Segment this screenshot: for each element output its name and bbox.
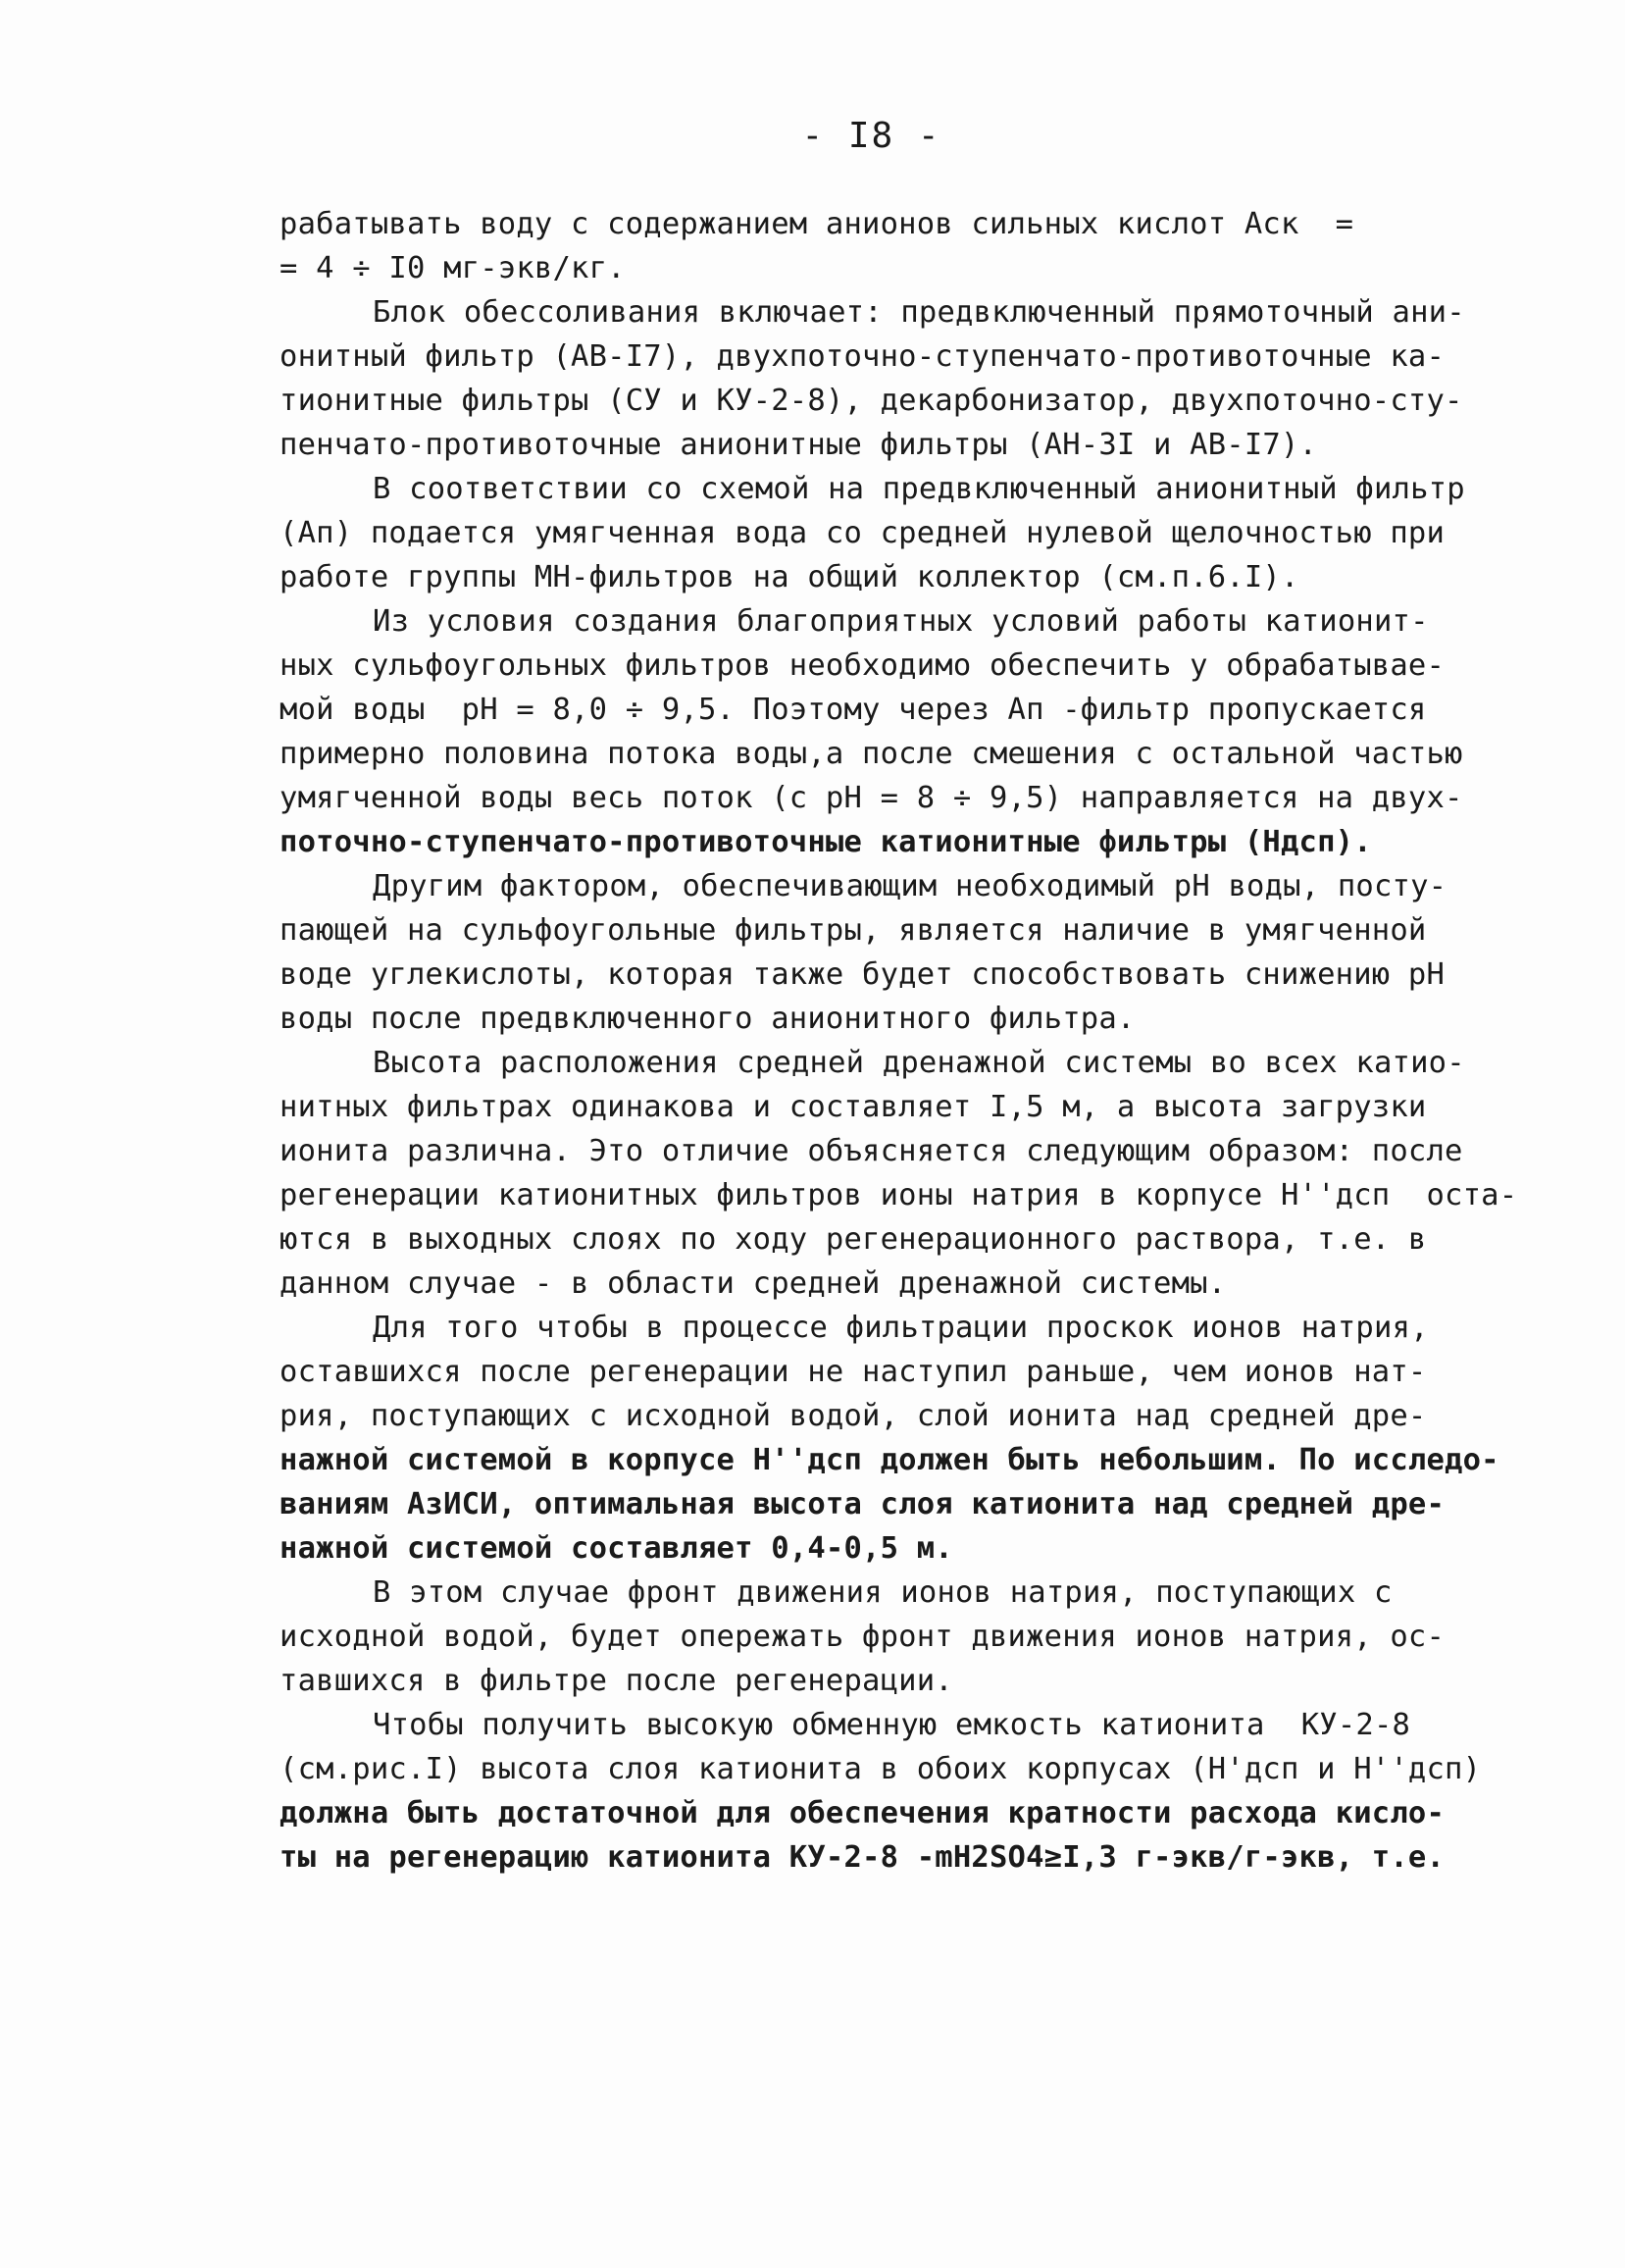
text-line: рабатывать воду с содержанием анионов сильных кислот Aск = bbox=[279, 207, 1354, 241]
text-line: нажной системой в корпусе H''дсп должен быть небольшим. По исследо- bbox=[279, 1443, 1499, 1477]
text-line: ваниям АзИСИ, оптимальная высота слоя катионита над средней дре- bbox=[279, 1487, 1446, 1521]
text-line: В этом случае фронт движения ионов натрия, поступающих с bbox=[373, 1575, 1393, 1610]
text-line: пенчато-противоточные анионитные фильтры (АН-3I и АВ-I7). bbox=[279, 428, 1318, 462]
text-line: ных сульфоугольных фильтров необходимо обеспечить у обрабатывае- bbox=[279, 648, 1446, 683]
text-line: ионита различна. Это отличие объясняется следующим образом: после bbox=[279, 1134, 1463, 1168]
text-line: Другим фактором, обеспечивающим необходимый рН воды, посту- bbox=[373, 869, 1447, 903]
text-line: регенерации катионитных фильтров ионы натрия в корпусе H''дсп оста- bbox=[279, 1178, 1518, 1212]
text-line: мой воды рН = 8,0 ÷ 9,5. Поэтому через Aп -фильтр пропускается bbox=[279, 693, 1427, 727]
text-line: нитных фильтрах одинакова и составляет I,5 м, а высота загрузки bbox=[279, 1090, 1427, 1124]
text-line: должна быть достаточной для обеспечения кратности расхода кисло- bbox=[279, 1796, 1446, 1830]
text-line: Из условия создания благоприятных условий работы катионит- bbox=[373, 604, 1429, 639]
text-line: воды после предвключенного анионитного фильтра. bbox=[279, 1002, 1136, 1036]
text-line: (Aп) подается умягченная вода со средней нулевой щелочностью при bbox=[279, 516, 1446, 550]
text-line: (см.рис.I) высота слоя катионита в обоих корпусах (H'дсп и H''дсп) bbox=[279, 1752, 1482, 1786]
text-line: умягченной воды весь поток (с рН = 8 ÷ 9,5) направляется на двух- bbox=[279, 781, 1463, 815]
text-line: Высота расположения средней дренажной системы во всех катио- bbox=[373, 1046, 1465, 1080]
text-line: онитный фильтр (АВ-I7), двухпоточно-ступенчато-противоточные ка- bbox=[279, 339, 1446, 374]
text-line: поточно-ступенчато-противоточные катионитные фильтры (Hдсп). bbox=[279, 825, 1372, 859]
text-line: пающей на сульфоугольные фильтры, является наличие в умягченной bbox=[279, 913, 1427, 948]
text-line: исходной водой, будет опережать фронт движения ионов натрия, ос- bbox=[279, 1620, 1446, 1654]
text-line: тавшихся в фильтре после регенерации. bbox=[279, 1664, 953, 1698]
text-line: = 4 ÷ I0 мг-экв/кг. bbox=[279, 251, 626, 285]
body-text bbox=[279, 202, 1518, 1880]
text-line: нажной системой составляет 0,4-0,5 м. bbox=[279, 1531, 953, 1566]
text-line: рия, поступающих с исходной водой, слой ионита над средней дре- bbox=[279, 1399, 1427, 1433]
text-line: ты на регенерацию катионита КУ-2-8 -mH2SO4≥I,3 г-экв/г-экв, т.е. bbox=[279, 1840, 1446, 1875]
text-line: Блок обессоливания включает: предвключенный прямоточный ани- bbox=[373, 295, 1465, 330]
text-line: примерно половина потока воды,а после смешения с остальной частью bbox=[279, 737, 1463, 771]
text-line: ются в выходных слоях по ходу регенерационного раствора, т.е. в bbox=[279, 1222, 1427, 1257]
text-line: тионитные фильтры (СУ и КУ-2-8), декарбонизатор, двухпоточно-сту- bbox=[279, 384, 1463, 418]
text-line: работе группы МН-фильтров на общий коллектор (см.п.6.I). bbox=[279, 560, 1299, 594]
text-line: данном случае - в области средней дренажной системы. bbox=[279, 1266, 1227, 1301]
text-line: Чтобы получить высокую обменную емкость катионита КУ-2-8 bbox=[373, 1708, 1411, 1742]
text-line: Для того чтобы в процессе фильтрации проскок ионов натрия, bbox=[373, 1311, 1429, 1345]
text-line: В соответствии со схемой на предвключенный анионитный фильтр bbox=[373, 472, 1465, 506]
text-line: оставшихся после регенерации не наступил раньше, чем ионов нат- bbox=[279, 1355, 1427, 1389]
text-line: воде углекислоты, которая также будет способствовать снижению рН bbox=[279, 957, 1446, 992]
page-number: - I8 - bbox=[801, 116, 941, 156]
